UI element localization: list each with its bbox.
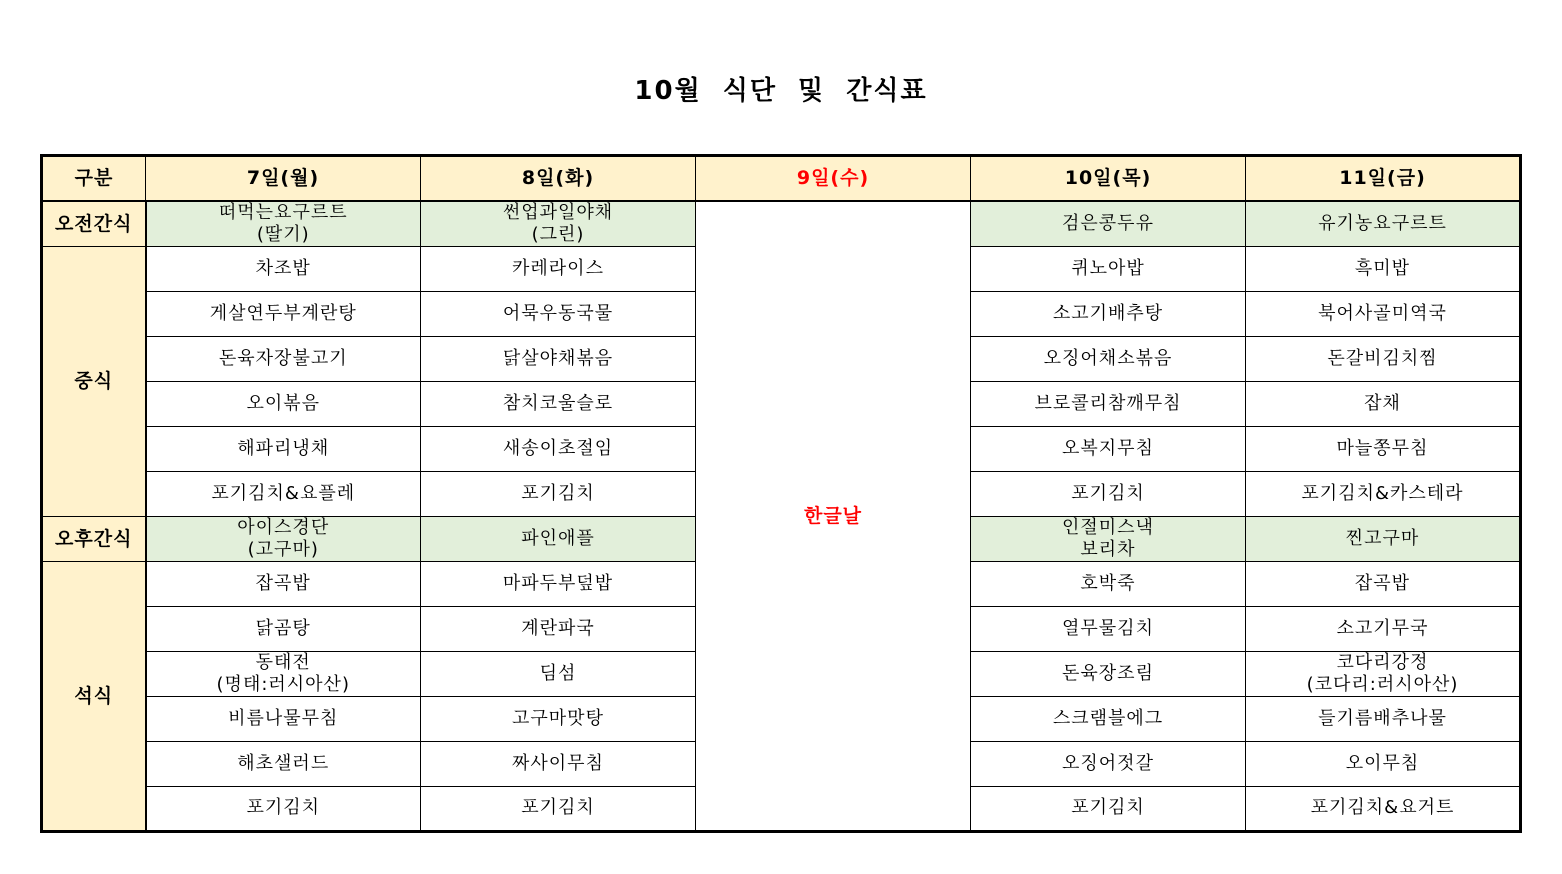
- table-cell: 해파리냉채: [146, 426, 421, 471]
- header-day-thu: 10일(목): [971, 156, 1246, 201]
- table-cell: 차조밥: [146, 246, 421, 291]
- holiday-cell: 한글날: [696, 201, 971, 832]
- table-cell: 포기김치&요플레: [146, 471, 421, 516]
- cell-line: 인절미스낵: [1062, 516, 1154, 538]
- table-cell: 마파두부덮밥: [421, 561, 696, 606]
- cell-line: 동태전: [255, 651, 311, 673]
- table-cell: 어묵우동국물: [421, 291, 696, 336]
- cell-line: 썬업과일야채: [502, 201, 614, 223]
- header-day-tue: 8일(화): [421, 156, 696, 201]
- table-cell: 마늘쫑무침: [1246, 426, 1521, 471]
- table-cell: 카레라이스: [421, 246, 696, 291]
- table-cell: 돈육장조림: [971, 651, 1246, 696]
- cell-line: 보리차: [1080, 538, 1136, 560]
- table-cell: 고구마맛탕: [421, 696, 696, 741]
- table-cell: 포기김치: [146, 786, 421, 831]
- table-cell: 짜사이무침: [421, 741, 696, 786]
- label-dinner: 석식: [42, 561, 146, 831]
- table-cell: 찐고구마: [1246, 516, 1521, 561]
- table-cell: 딤섬: [421, 651, 696, 696]
- table-cell: 포기김치: [421, 786, 696, 831]
- table-cell: 닭곰탕: [146, 606, 421, 651]
- table-cell: 오이볶음: [146, 381, 421, 426]
- table-cell: 참치코울슬로: [421, 381, 696, 426]
- cell-line: (딸기): [256, 223, 310, 245]
- table-cell: [146, 516, 421, 561]
- table-cell: [146, 201, 421, 247]
- label-lunch: 중식: [42, 246, 146, 516]
- table-cell: 열무물김치: [971, 606, 1246, 651]
- cell-line: (코다리:러시아산): [1306, 673, 1459, 695]
- table-cell: 계란파국: [421, 606, 696, 651]
- table-cell: 잡곡밥: [1246, 561, 1521, 606]
- header-day-fri: 11일(금): [1246, 156, 1521, 201]
- header-category: 구분: [42, 156, 146, 201]
- table-cell: [146, 651, 421, 696]
- table-cell: 포기김치: [971, 786, 1246, 831]
- table-cell: 소고기배추탕: [971, 291, 1246, 336]
- header-row: [42, 156, 1521, 201]
- table-cell: 포기김치&카스테라: [1246, 471, 1521, 516]
- cell-line: 아이스경단: [237, 516, 330, 538]
- morning-snack-row: [42, 201, 1521, 247]
- table-cell: 비름나물무침: [146, 696, 421, 741]
- table-cell: 흑미밥: [1246, 246, 1521, 291]
- cell-line: (명태:러시아산): [216, 673, 350, 695]
- cell-line: 코다리강정: [1336, 651, 1429, 673]
- table-cell: 돈육자장불고기: [146, 336, 421, 381]
- table-cell: [1246, 651, 1521, 696]
- table-cell: 해초샐러드: [146, 741, 421, 786]
- table-cell: [971, 516, 1246, 561]
- table-cell: 소고기무국: [1246, 606, 1521, 651]
- table-cell: 오징어채소볶음: [971, 336, 1246, 381]
- table-cell: 스크램블에그: [971, 696, 1246, 741]
- table-cell: 들기름배추나물: [1246, 696, 1521, 741]
- table-cell: 오징어젓갈: [971, 741, 1246, 786]
- menu-table: [40, 154, 1522, 833]
- table-cell: 포기김치: [421, 471, 696, 516]
- table-cell: 유기농요구르트: [1246, 201, 1521, 247]
- table-cell: 돈갈비김치찜: [1246, 336, 1521, 381]
- table-cell: 잡채: [1246, 381, 1521, 426]
- table-cell: 포기김치: [971, 471, 1246, 516]
- table-cell: 북어사골미역국: [1246, 291, 1521, 336]
- table-cell: 오복지무침: [971, 426, 1246, 471]
- table-cell: 게살연두부계란탕: [146, 291, 421, 336]
- cell-line: (고구마): [247, 538, 319, 560]
- table-cell: 호박죽: [971, 561, 1246, 606]
- table-cell: 오이무침: [1246, 741, 1521, 786]
- label-afternoon-snack: 오후간식: [42, 516, 146, 561]
- table-cell: 닭살야채볶음: [421, 336, 696, 381]
- table-cell: [421, 201, 696, 247]
- table-cell: 새송이초절임: [421, 426, 696, 471]
- page-title: 10월 식단 및 간식표: [634, 76, 928, 106]
- table-cell: 포기김치&요거트: [1246, 786, 1521, 831]
- header-day-wed: 9일(수): [696, 156, 971, 201]
- header-day-mon: 7일(월): [146, 156, 421, 201]
- table-cell: 잡곡밥: [146, 561, 421, 606]
- table-cell: 파인애플: [421, 516, 696, 561]
- table-cell: 검은콩두유: [971, 201, 1246, 247]
- table-cell: 퀴노아밥: [971, 246, 1246, 291]
- table-cell: 브로콜리참깨무침: [971, 381, 1246, 426]
- label-morning-snack: 오전간식: [42, 201, 146, 247]
- cell-line: (그린): [531, 223, 585, 245]
- cell-line: 떠먹는요구르트: [218, 201, 348, 223]
